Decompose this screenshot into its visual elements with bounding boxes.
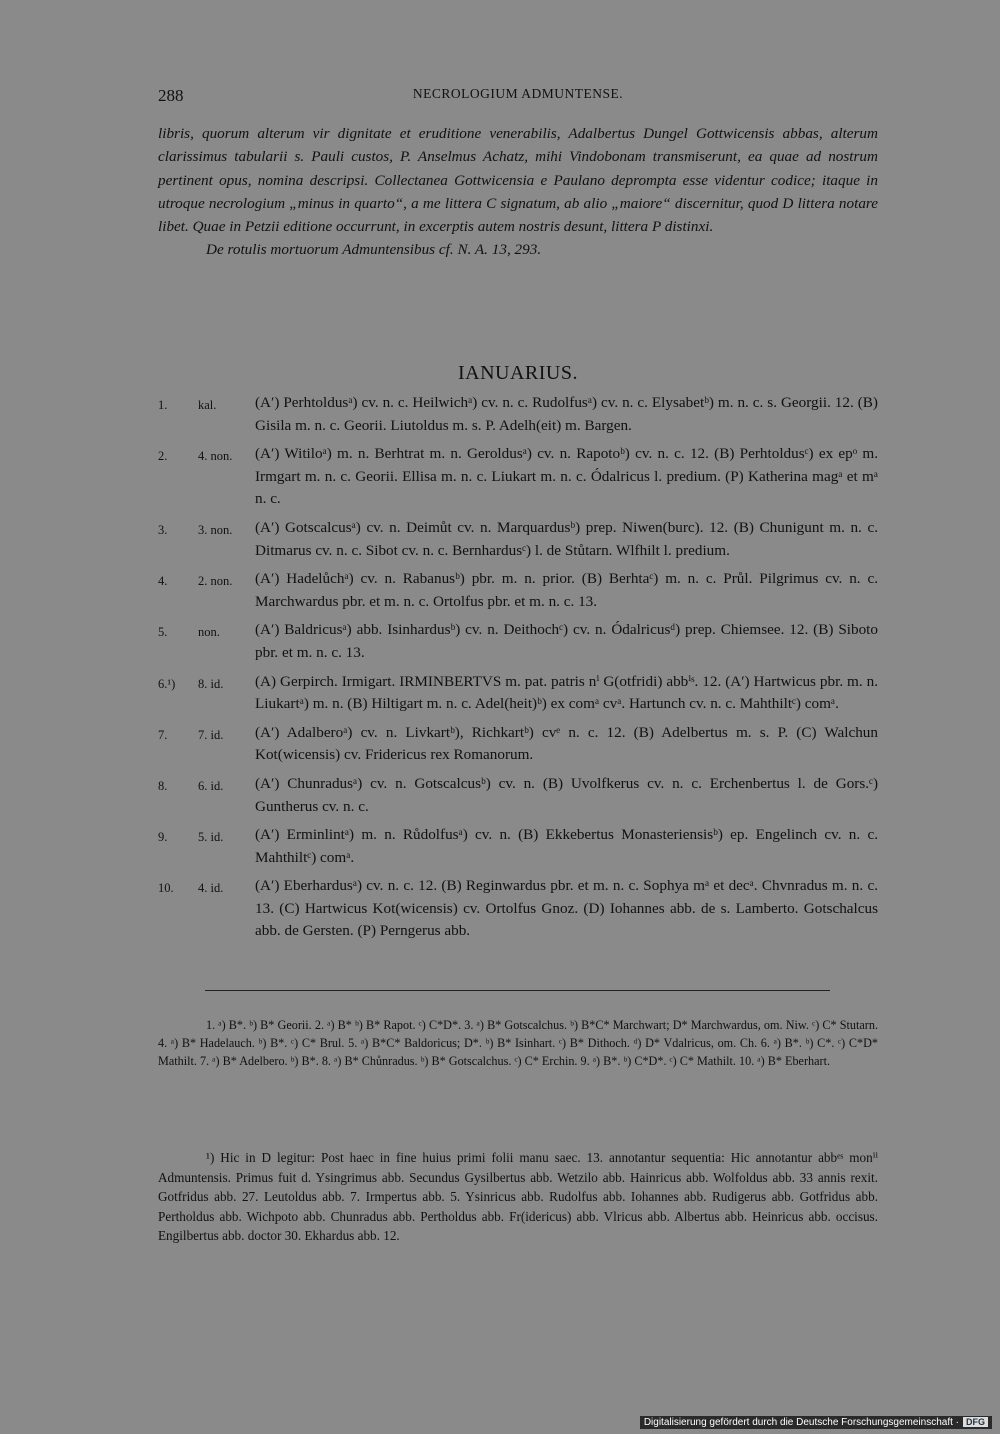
footnote-text: ¹) Hic in D legitur: Post haec in fine huius primi folii manu saec. 13. annotantur sequentia: Hic annotantur abbᵉˢ monⁱⁱ Admuntensis. Primus fuit d. Ysingrimus abb. Secundus Gysilbertus abb. Wetzilo abb. Hainricus abb. Wolfoldus abb. 33 annis rexit. Gotfridus abb. 27. Leutoldus abb. 7. Irmpertus abb. 5. Ysinricus abb. Rudolfus abb. Iohannes abb. Rudigerus abb. Gotfridus abb. Pertholdus abb. Wichpoto abb. Chunradus abb. Pertholdus abb. Fr(idericus) abb. Vlricus abb. Albertus abb. Heinricus abb. occisus. Engilbertus abb. doctor 30. Ekhardus abb. 12.: [158, 1150, 878, 1244]
entry-number: 6.¹): [158, 676, 176, 691]
entry-date: 5. id.: [198, 830, 224, 845]
entry-date: 3. non.: [198, 522, 233, 537]
variant-notes-text: 1. ᵃ) B*. ᵇ) B* Georii. 2. ᵃ) B* ᵇ) B* Rapot. ᶜ) C*D*. 3. ᵃ) B* Gotscalchus. ᵇ) B*C* Marchwart; D* Marchwardus, om. Niw. ᶜ) C* Stutarn. 4. ᵃ) B* Hadelauch. ᵇ) B*. ᶜ) C* Brul. 5. ᵃ) B*C* Baldoricus; D*. ᵇ) B* Isinhart. ᶜ) B* Dithoch. ᵈ) D* Vdalricus, om. Ch. 6. ᵃ) B*. ᵇ) C*. ᶜ) C*D* Mathilt. 7. ᵃ) B* Adelbero. ᵇ) B*. 8. ᵃ) B* Chůnradus. ᵇ) B* Gotscalchus. ᶜ) C* Erchin. 9. ᵃ) B*. ᵇ) C*D*. ᶜ) C* Mathilt. 10. ᵃ) B* Eberhart.: [158, 1018, 878, 1069]
entry-text: (A′) Hadelůchᵃ) cv. n. Rabanusᵇ) pbr. m. n. prior. (B) Berhtaᶜ) m. n. c. Průl. Pilgrimus cv. n. c. Marchwardus pbr. et m. n. c. Ortolfus pbr. et m. n. c. 13.: [255, 570, 878, 610]
entry-date: non.: [198, 625, 220, 640]
entry-day-7: [158, 722, 878, 767]
footnote-divider: [205, 990, 830, 991]
page-header: [158, 86, 878, 108]
entry-text: (A′) Adalberoᵃ) cv. n. Livkartᵇ), Richkartᵇ) cvᵉ n. c. 12. (B) Adelbertus m. s. P. (C) Walchun Kot(wicensis) cv. Fridericus rex Romanorum.: [255, 723, 878, 764]
entry-day-9: [158, 824, 878, 869]
footnote: [158, 1148, 878, 1246]
page-number: 288: [158, 86, 184, 105]
intro-text: libris, quorum alterum vir dignitate et eruditione venerabilis, Adalbertus Dungel Gottwicensis abbas, alterum clarissimus tabularii s. Pauli custos, P. Anselmus Achatz, mihi Vindobonam transmiserunt, ea quae ad nostrum pertinent opus, nomina descripsi. Collectanea Gottwicensia e Paulano deprompta esse videntur codice; itaque in utroque necrologium „minus in quarto“, a me littera C signatum, ab alio „maiore“ discernitur, quod D littera notare libet. Quae in Petzii editione occurrunt, in excerptis autem nostris desunt, littera P distinxi.: [158, 125, 878, 236]
entry-day-4: [158, 568, 878, 613]
entry-day-8: [158, 773, 878, 818]
necrology-entries: [158, 392, 878, 949]
entry-number: 10.: [158, 881, 174, 896]
entry-date: 4. non.: [198, 449, 233, 464]
entry-text: (A′) Gotscalcusᵃ) cv. n. Deimůt cv. n. Marquardusᵇ) prep. Niwen(burc). 12. (B) Chunigunt m. n. c. Ditmarus cv. n. c. Sibot cv. n. c. Bernhardusᶜ) l. de Stůtarn. Wlfhilt l. predium.: [255, 518, 878, 559]
month-heading: IANUARIUS.: [458, 362, 578, 384]
entry-text: (A′) Baldricusᵃ) abb. Isinhardusᵇ) cv. n. Deithochᶜ) cv. n. Ódalricusᵈ) prep. Chiemsee. 12. (B) Siboto pbr. et m. n. c. 13.: [255, 621, 878, 661]
entry-text: (A′) Erminlintᵃ) m. n. Růdolfusᵃ) cv. n. (B) Ekkebertus Monasteriensisᵇ) ep. Engelinch cv. n. c. Mahthiltᶜ) comᵃ.: [255, 826, 878, 866]
entry-date: 2. non.: [198, 574, 233, 589]
entry-date: kal.: [198, 398, 217, 412]
entry-text: (A′) Witiloᵃ) m. n. Berhtrat m. n. Geroldusᵃ) cv. n. Rapotoᵇ) cv. n. c. 12. (B) Perhtoldusᶜ) ex epᵒ m. Irmgart m. n. c. Georii. Ellisa m. n. c. Liukart m. n. c. Ódalricus l. predium. (P) Katherina magᵃ et mᵃ n. c.: [255, 445, 878, 508]
entry-day-6: [158, 671, 878, 716]
entry-date: 8. id.: [198, 676, 224, 691]
entry-number: 2.: [158, 449, 168, 464]
entry-day-10: [158, 875, 878, 943]
entry-number: 8.: [158, 778, 168, 793]
entry-day-5: [158, 619, 878, 664]
intro-paragraph: [158, 122, 878, 262]
entry-number: 1.: [158, 398, 168, 412]
entry-number: 7.: [158, 727, 168, 742]
entry-text: (A′) Chunradusᵃ) cv. n. Gotscalcusᵇ) cv. n. (B) Uvolfkerus cv. n. c. Erchenbertus l. de Gors.ᶜ) Guntherus cv. n. c.: [255, 774, 878, 815]
entry-date: 4. id.: [198, 881, 224, 896]
entry-day-3: [158, 517, 878, 562]
entry-text: (A) Gerpirch. Irmigart. IRMINBERTVS m. pat. patris nⁱ G(otfridi) abbⁱˢ. 12. (A′) Hartwicus pbr. m. n. Liukartᵃ) m. n. (B) Hiltigart m. n. c. Adel(heit)ᵇ) ex comᵃ cvᵃ. Hartunch cv. n. c. Mahthiltᶜ) comᵃ.: [255, 672, 878, 713]
intro-reference: De rotulis mortuorum Admuntensibus cf. N. A. 13, 293.: [206, 241, 542, 259]
entry-number: 3.: [158, 522, 168, 537]
entry-text: (A′) Eberhardusᵃ) cv. n. c. 12. (B) Reginwardus pbr. et m. n. c. Sophya mᵃ et decᵃ. Chvnradus m. n. c. 13. (C) Hartwicus Kot(wicensis) cv. Ortolfus Gnoz. (D) Iohannes abb. de s. Lamberto. Gotschalcus abb. de Gersten. (P) Perngerus abb.: [255, 877, 878, 940]
entry-number: 5.: [158, 625, 168, 640]
entry-date: 6. id.: [198, 778, 224, 793]
entry-day-2: [158, 443, 878, 511]
entry-date: 7. id.: [198, 727, 224, 742]
funding-banner: [640, 1416, 992, 1429]
entry-number: 4.: [158, 574, 168, 589]
entry-day-1: [158, 392, 878, 437]
funding-banner-text: Digitalisierung gefördert durch die Deutsche Forschungsgemeinschaft ·: [643, 1417, 959, 1428]
variant-notes: [158, 1016, 878, 1071]
entry-number: 9.: [158, 830, 168, 845]
running-title: NECROLOGIUM ADMUNTENSE.: [412, 86, 624, 101]
entry-text: (A′) Perhtoldusᵃ) cv. n. c. Heilwichᵃ) cv. n. c. Rudolfusᵃ) cv. n. c. Elysabetᵇ) m. n. c. s. Georgii. 12. (B) Gisila m. n. c. Georii. Liutoldus m. s. P. Adelh(eit) m. Bargen.: [255, 394, 878, 434]
dfg-logo-icon: DFG: [963, 1417, 988, 1427]
